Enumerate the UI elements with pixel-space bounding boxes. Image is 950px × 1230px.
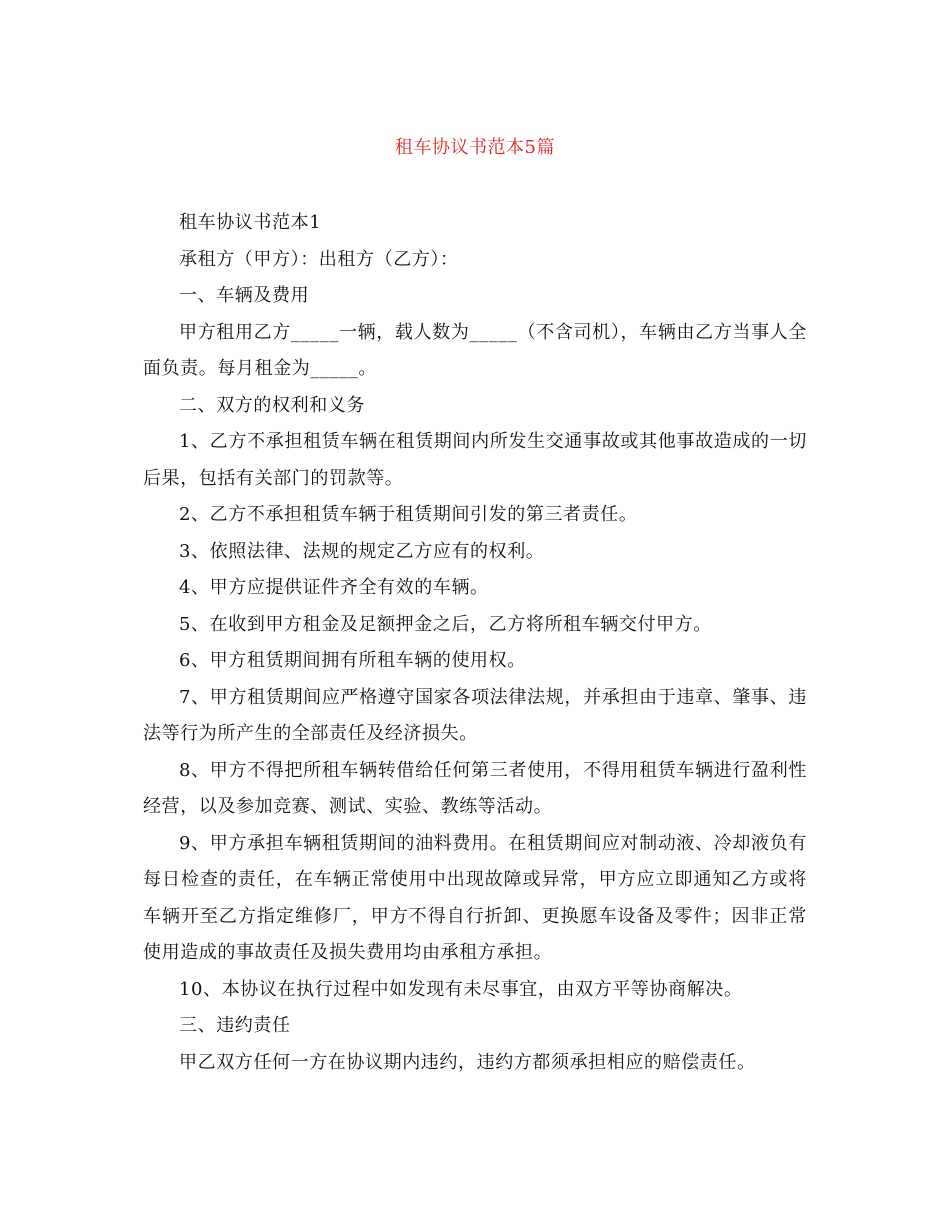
- section-heading-sample-1: 租车协议书范本1: [179, 212, 322, 233]
- clause-3: 3、依照法律、法规的规定乙方应有的权利。: [179, 540, 545, 562]
- clause-4: 4、甲方应提供证件齐全有效的车辆。: [179, 577, 489, 598]
- document-body: [143, 205, 807, 1081]
- clause-10: 10、本协议在执行过程中如发现有未尽事宜，由双方平等协商解决。: [179, 978, 743, 1000]
- parties-line: 承租方（甲方）：出租方（乙方）：: [179, 248, 459, 270]
- clause-7: 7、甲方租赁期间应严格遵守国家各项法律法规，并承担由于违章、肇事、违法等行为所产生的全部责任及经济损失。: [143, 686, 807, 744]
- clause-9: 9、甲方承担车辆租赁期间的油料费用。在租赁期间应对制动液、冷却液负有每日检查的责任，在车辆正常使用中出现故障或异常，甲方应立即通知乙方或将车辆开至乙方指定维修厂，甲方不得自行折卸、更换愿车设备及零件；因非正常使用造成的事故责任及损失费用均由承租方承担。: [143, 832, 807, 963]
- section-heading-rights-and-obligations: 二、双方的权利和义务: [179, 394, 365, 416]
- paragraph-vehicle-terms: 甲方租用乙方_____一辆，载人数为_____（不含司机），车辆由乙方当事人全面负责。每月租金为_____。: [143, 321, 807, 379]
- clause-6: 6、甲方租赁期间拥有所租车辆的使用权。: [179, 650, 526, 671]
- clause-8: 8、甲方不得把所租车辆转借给任何第三者使用，不得用租赁车辆进行盈利性经营，以及参加竞赛、测试、实验、教练等活动。: [143, 759, 807, 817]
- paragraph-breach-terms: 甲乙双方任何一方在协议期内违约，违约方都须承担相应的赔偿责任。: [179, 1051, 756, 1073]
- section-heading-vehicle-and-fees: 一、车辆及费用: [179, 285, 310, 306]
- clause-5: 5、在收到甲方租金及足额押金之后，乙方将所租车辆交付甲方。: [179, 613, 712, 635]
- document-title: 租车协议书范本5篇: [395, 137, 555, 158]
- section-heading-breach: 三、违约责任: [179, 1015, 291, 1036]
- clause-1: 1、乙方不承担租赁车辆在租赁期间内所发生交通事故或其他事故造成的一切后果，包括有关部门的罚款等。: [143, 431, 807, 489]
- clause-2: 2、乙方不承担租赁车辆于租赁期间引发的第三者责任。: [179, 504, 638, 525]
